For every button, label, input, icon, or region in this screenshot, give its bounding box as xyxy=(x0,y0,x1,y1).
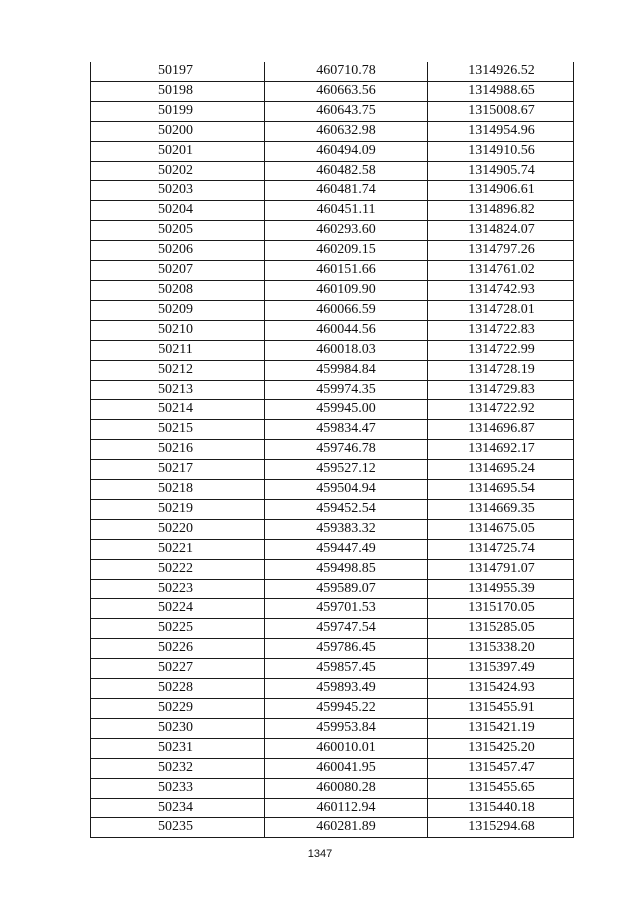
point-id-cell: 50222 xyxy=(91,559,265,579)
point-id-cell: 50200 xyxy=(91,121,265,141)
coordinate-table-body xyxy=(91,62,574,838)
table-row xyxy=(91,380,574,400)
x-coordinate-cell: 459945.22 xyxy=(265,699,428,719)
y-coordinate-cell: 1314695.24 xyxy=(428,460,574,480)
x-coordinate-cell: 459953.84 xyxy=(265,718,428,738)
point-id-cell: 50217 xyxy=(91,460,265,480)
x-coordinate-cell: 460663.56 xyxy=(265,81,428,101)
point-id-cell: 50223 xyxy=(91,579,265,599)
x-coordinate-cell: 460643.75 xyxy=(265,101,428,121)
point-id-cell: 50227 xyxy=(91,659,265,679)
table-row xyxy=(91,499,574,519)
point-id-cell: 50205 xyxy=(91,221,265,241)
coordinate-table xyxy=(90,62,574,838)
point-id-cell: 50204 xyxy=(91,201,265,221)
point-id-cell: 50216 xyxy=(91,440,265,460)
table-row xyxy=(91,639,574,659)
x-coordinate-cell: 459834.47 xyxy=(265,420,428,440)
table-row xyxy=(91,101,574,121)
point-id-cell: 50211 xyxy=(91,340,265,360)
x-coordinate-cell: 460066.59 xyxy=(265,300,428,320)
x-coordinate-cell: 460710.78 xyxy=(265,62,428,81)
y-coordinate-cell: 1314729.83 xyxy=(428,380,574,400)
point-id-cell: 50220 xyxy=(91,519,265,539)
table-row xyxy=(91,460,574,480)
y-coordinate-cell: 1315455.65 xyxy=(428,778,574,798)
y-coordinate-cell: 1314696.87 xyxy=(428,420,574,440)
table-row xyxy=(91,241,574,261)
y-coordinate-cell: 1314722.83 xyxy=(428,320,574,340)
point-id-cell: 50207 xyxy=(91,261,265,281)
y-coordinate-cell: 1314692.17 xyxy=(428,440,574,460)
point-id-cell: 50230 xyxy=(91,718,265,738)
x-coordinate-cell: 460481.74 xyxy=(265,181,428,201)
page-number: 1347 xyxy=(307,848,333,860)
point-id-cell: 50218 xyxy=(91,480,265,500)
y-coordinate-cell: 1315425.20 xyxy=(428,738,574,758)
y-coordinate-cell: 1314905.74 xyxy=(428,161,574,181)
point-id-cell: 50198 xyxy=(91,81,265,101)
table-row xyxy=(91,261,574,281)
point-id-cell: 50199 xyxy=(91,101,265,121)
x-coordinate-cell: 459857.45 xyxy=(265,659,428,679)
table-row xyxy=(91,818,574,838)
point-id-cell: 50214 xyxy=(91,400,265,420)
x-coordinate-cell: 459945.00 xyxy=(265,400,428,420)
table-row xyxy=(91,340,574,360)
y-coordinate-cell: 1314896.82 xyxy=(428,201,574,221)
x-coordinate-cell: 459504.94 xyxy=(265,480,428,500)
point-id-cell: 50212 xyxy=(91,360,265,380)
y-coordinate-cell: 1314725.74 xyxy=(428,539,574,559)
y-coordinate-cell: 1315008.67 xyxy=(428,101,574,121)
x-coordinate-cell: 459527.12 xyxy=(265,460,428,480)
x-coordinate-cell: 460010.01 xyxy=(265,738,428,758)
point-id-cell: 50219 xyxy=(91,499,265,519)
table-row xyxy=(91,300,574,320)
y-coordinate-cell: 1315457.47 xyxy=(428,758,574,778)
table-row xyxy=(91,699,574,719)
table-row xyxy=(91,141,574,161)
y-coordinate-cell: 1314954.96 xyxy=(428,121,574,141)
point-id-cell: 50228 xyxy=(91,679,265,699)
x-coordinate-cell: 460482.58 xyxy=(265,161,428,181)
point-id-cell: 50210 xyxy=(91,320,265,340)
y-coordinate-cell: 1314669.35 xyxy=(428,499,574,519)
point-id-cell: 50233 xyxy=(91,778,265,798)
x-coordinate-cell: 459498.85 xyxy=(265,559,428,579)
y-coordinate-cell: 1315294.68 xyxy=(428,818,574,838)
y-coordinate-cell: 1314906.61 xyxy=(428,181,574,201)
y-coordinate-cell: 1314722.99 xyxy=(428,340,574,360)
table-row xyxy=(91,599,574,619)
x-coordinate-cell: 459984.84 xyxy=(265,360,428,380)
x-coordinate-cell: 459746.78 xyxy=(265,440,428,460)
x-coordinate-cell: 459701.53 xyxy=(265,599,428,619)
y-coordinate-cell: 1314675.05 xyxy=(428,519,574,539)
y-coordinate-cell: 1314797.26 xyxy=(428,241,574,261)
table-row xyxy=(91,619,574,639)
y-coordinate-cell: 1315455.91 xyxy=(428,699,574,719)
point-id-cell: 50226 xyxy=(91,639,265,659)
x-coordinate-cell: 460281.89 xyxy=(265,818,428,838)
table-row xyxy=(91,81,574,101)
table-row xyxy=(91,480,574,500)
point-id-cell: 50213 xyxy=(91,380,265,400)
table-row xyxy=(91,201,574,221)
table-row xyxy=(91,161,574,181)
y-coordinate-cell: 1314824.07 xyxy=(428,221,574,241)
table-row xyxy=(91,320,574,340)
point-id-cell: 50197 xyxy=(91,62,265,81)
x-coordinate-cell: 459447.49 xyxy=(265,539,428,559)
table-row xyxy=(91,519,574,539)
table-row xyxy=(91,121,574,141)
point-id-cell: 50235 xyxy=(91,818,265,838)
table-row xyxy=(91,539,574,559)
y-coordinate-cell: 1315170.05 xyxy=(428,599,574,619)
y-coordinate-cell: 1314695.54 xyxy=(428,480,574,500)
table-row xyxy=(91,181,574,201)
point-id-cell: 50215 xyxy=(91,420,265,440)
x-coordinate-cell: 460151.66 xyxy=(265,261,428,281)
point-id-cell: 50234 xyxy=(91,798,265,818)
table-row xyxy=(91,221,574,241)
point-id-cell: 50202 xyxy=(91,161,265,181)
point-id-cell: 50208 xyxy=(91,280,265,300)
table-row xyxy=(91,758,574,778)
y-coordinate-cell: 1315421.19 xyxy=(428,718,574,738)
table-row xyxy=(91,420,574,440)
y-coordinate-cell: 1314722.92 xyxy=(428,400,574,420)
y-coordinate-cell: 1314926.52 xyxy=(428,62,574,81)
x-coordinate-cell: 460109.90 xyxy=(265,280,428,300)
y-coordinate-cell: 1315397.49 xyxy=(428,659,574,679)
y-coordinate-cell: 1315424.93 xyxy=(428,679,574,699)
table-row xyxy=(91,360,574,380)
x-coordinate-cell: 460293.60 xyxy=(265,221,428,241)
table-row xyxy=(91,738,574,758)
x-coordinate-cell: 460632.98 xyxy=(265,121,428,141)
x-coordinate-cell: 459893.49 xyxy=(265,679,428,699)
x-coordinate-cell: 460494.09 xyxy=(265,141,428,161)
x-coordinate-cell: 459589.07 xyxy=(265,579,428,599)
point-id-cell: 50229 xyxy=(91,699,265,719)
x-coordinate-cell: 460080.28 xyxy=(265,778,428,798)
y-coordinate-cell: 1315285.05 xyxy=(428,619,574,639)
table-row xyxy=(91,62,574,81)
point-id-cell: 50203 xyxy=(91,181,265,201)
table-row xyxy=(91,778,574,798)
x-coordinate-cell: 460041.95 xyxy=(265,758,428,778)
table-row xyxy=(91,798,574,818)
x-coordinate-cell: 460018.03 xyxy=(265,340,428,360)
coordinate-table-container xyxy=(90,62,573,838)
y-coordinate-cell: 1314988.65 xyxy=(428,81,574,101)
x-coordinate-cell: 459974.35 xyxy=(265,380,428,400)
x-coordinate-cell: 459452.54 xyxy=(265,499,428,519)
point-id-cell: 50225 xyxy=(91,619,265,639)
table-row xyxy=(91,440,574,460)
point-id-cell: 50231 xyxy=(91,738,265,758)
x-coordinate-cell: 459747.54 xyxy=(265,619,428,639)
table-row xyxy=(91,718,574,738)
x-coordinate-cell: 459383.32 xyxy=(265,519,428,539)
y-coordinate-cell: 1314761.02 xyxy=(428,261,574,281)
x-coordinate-cell: 459786.45 xyxy=(265,639,428,659)
y-coordinate-cell: 1314910.56 xyxy=(428,141,574,161)
y-coordinate-cell: 1314955.39 xyxy=(428,579,574,599)
y-coordinate-cell: 1314791.07 xyxy=(428,559,574,579)
y-coordinate-cell: 1315440.18 xyxy=(428,798,574,818)
x-coordinate-cell: 460112.94 xyxy=(265,798,428,818)
point-id-cell: 50232 xyxy=(91,758,265,778)
point-id-cell: 50209 xyxy=(91,300,265,320)
table-row xyxy=(91,559,574,579)
y-coordinate-cell: 1315338.20 xyxy=(428,639,574,659)
table-row xyxy=(91,400,574,420)
x-coordinate-cell: 460209.15 xyxy=(265,241,428,261)
table-row xyxy=(91,579,574,599)
table-row xyxy=(91,659,574,679)
point-id-cell: 50201 xyxy=(91,141,265,161)
point-id-cell: 50224 xyxy=(91,599,265,619)
x-coordinate-cell: 460451.11 xyxy=(265,201,428,221)
y-coordinate-cell: 1314728.19 xyxy=(428,360,574,380)
x-coordinate-cell: 460044.56 xyxy=(265,320,428,340)
point-id-cell: 50221 xyxy=(91,539,265,559)
table-row xyxy=(91,679,574,699)
point-id-cell: 50206 xyxy=(91,241,265,261)
table-row xyxy=(91,280,574,300)
y-coordinate-cell: 1314728.01 xyxy=(428,300,574,320)
y-coordinate-cell: 1314742.93 xyxy=(428,280,574,300)
